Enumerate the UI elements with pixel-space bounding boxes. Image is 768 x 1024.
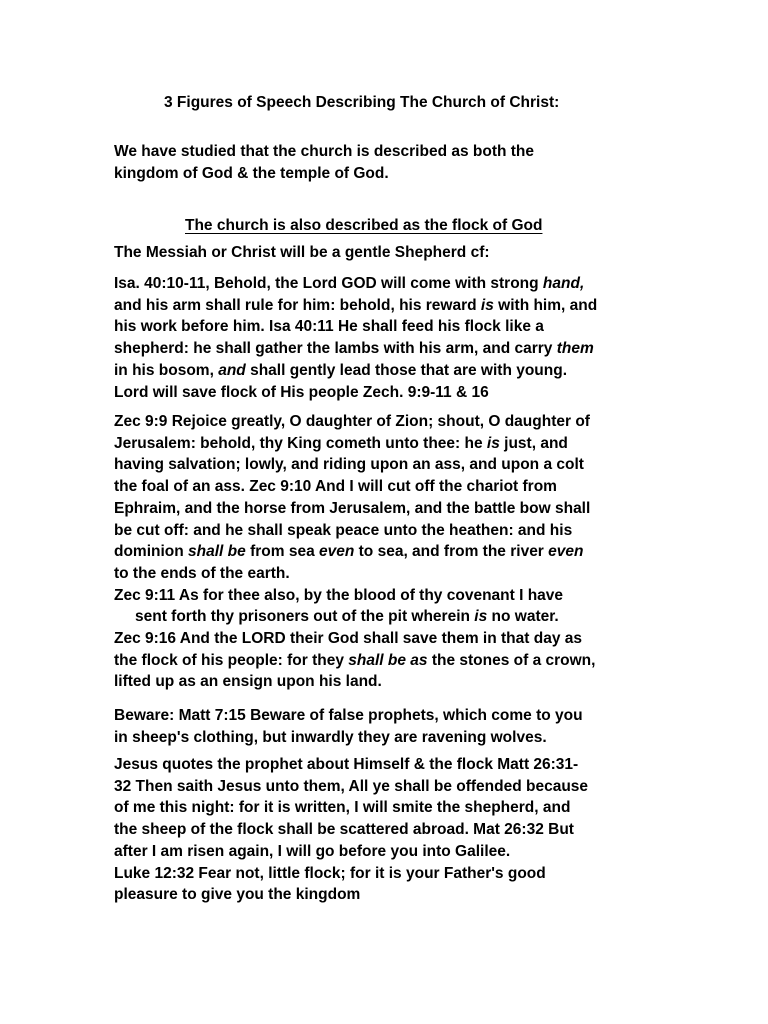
zec-line-5: Ephraim, and the horse from Jerusalem, and the battle bow shall xyxy=(114,499,591,517)
jesus-line-2: 32 Then saith Jesus unto them, All ye shall be offended because xyxy=(114,777,589,795)
zechariah-paragraph xyxy=(114,411,595,693)
isa-line-6: Lord will save flock of His people Zech. 9:9-11 & 16 xyxy=(114,383,489,401)
zec-line-3: having salvation; lowly, and riding upon an ass, and upon a colt xyxy=(114,456,584,474)
zec-line-7: dominion shall be from sea even to sea, and from the river even xyxy=(114,543,584,561)
messiah-line: The Messiah or Christ will be a gentle Shepherd cf: xyxy=(114,244,490,261)
jesus-paragraph xyxy=(114,754,588,906)
jesus-line-5: after I am risen again, I will go before you into Galilee. xyxy=(114,842,511,860)
zec-line-6: be cut off: and he shall speak peace unto the heathen: and his xyxy=(114,521,573,539)
isa-line-3: his work before him. Isa 40:11 He shall feed his flock like a xyxy=(114,318,544,336)
zec-line-10: sent forth thy prisoners out of the pit wherein is no water. xyxy=(135,608,559,626)
intro-line-1: We have studied that the church is described as both the xyxy=(114,143,535,160)
zec-line-1: Zec 9:9 Rejoice greatly, O daughter of Zion; shout, O daughter of xyxy=(114,413,590,430)
zec-line-9: Zec 9:11 As for thee also, by the blood of thy covenant I have xyxy=(114,586,564,604)
zec-line-12: the flock of his people: for they shall be as the stones of a crown, xyxy=(114,651,596,669)
isa-line-1: Isa. 40:10-11, Behold, the Lord GOD will come with strong hand, xyxy=(114,275,585,292)
isa-line-2: and his arm shall rule for him: behold, his reward is with him, and xyxy=(114,296,598,314)
document-title: 3 Figures of Speech Describing The Church of Christ: xyxy=(164,94,560,111)
jesus-line-6: Luke 12:32 Fear not, little flock; for it is your Father's good xyxy=(114,864,546,882)
isaiah-paragraph xyxy=(114,273,597,403)
zec-line-8: to the ends of the earth. xyxy=(114,564,290,582)
zec-line-2: Jerusalem: behold, thy King cometh unto thee: he is just, and xyxy=(114,434,568,452)
isa-line-5: in his bosom, and shall gently lead those that are with young. xyxy=(114,361,568,379)
beware-line-2: in sheep's clothing, but inwardly they are ravening wolves. xyxy=(114,728,547,746)
intro-line-2: kingdom of God & the temple of God. xyxy=(114,164,389,182)
beware-line-1: Beware: Matt 7:15 Beware of false prophets, which come to you xyxy=(114,707,583,724)
flock-heading: The church is also described as the flock of God xyxy=(185,217,543,234)
jesus-line-7: pleasure to give you the kingdom xyxy=(114,886,361,904)
jesus-line-3: of me this night: for it is written, I will smite the shepherd, and xyxy=(114,799,571,817)
isa-line-4: shepherd: he shall gather the lambs with his arm, and carry them xyxy=(114,340,594,358)
zec-line-11: Zec 9:16 And the LORD their God shall save them in that day as xyxy=(114,630,582,648)
jesus-line-4: the sheep of the flock shall be scattered abroad. Mat 26:32 But xyxy=(114,821,574,839)
zec-line-4: the foal of an ass. Zec 9:10 And I will cut off the chariot from xyxy=(114,478,557,496)
zec-line-13: lifted up as an ensign upon his land. xyxy=(114,673,382,691)
jesus-line-1: Jesus quotes the prophet about Himself & the flock Matt 26:31- xyxy=(114,756,579,773)
beware-paragraph xyxy=(114,705,583,748)
intro-paragraph xyxy=(114,141,534,184)
